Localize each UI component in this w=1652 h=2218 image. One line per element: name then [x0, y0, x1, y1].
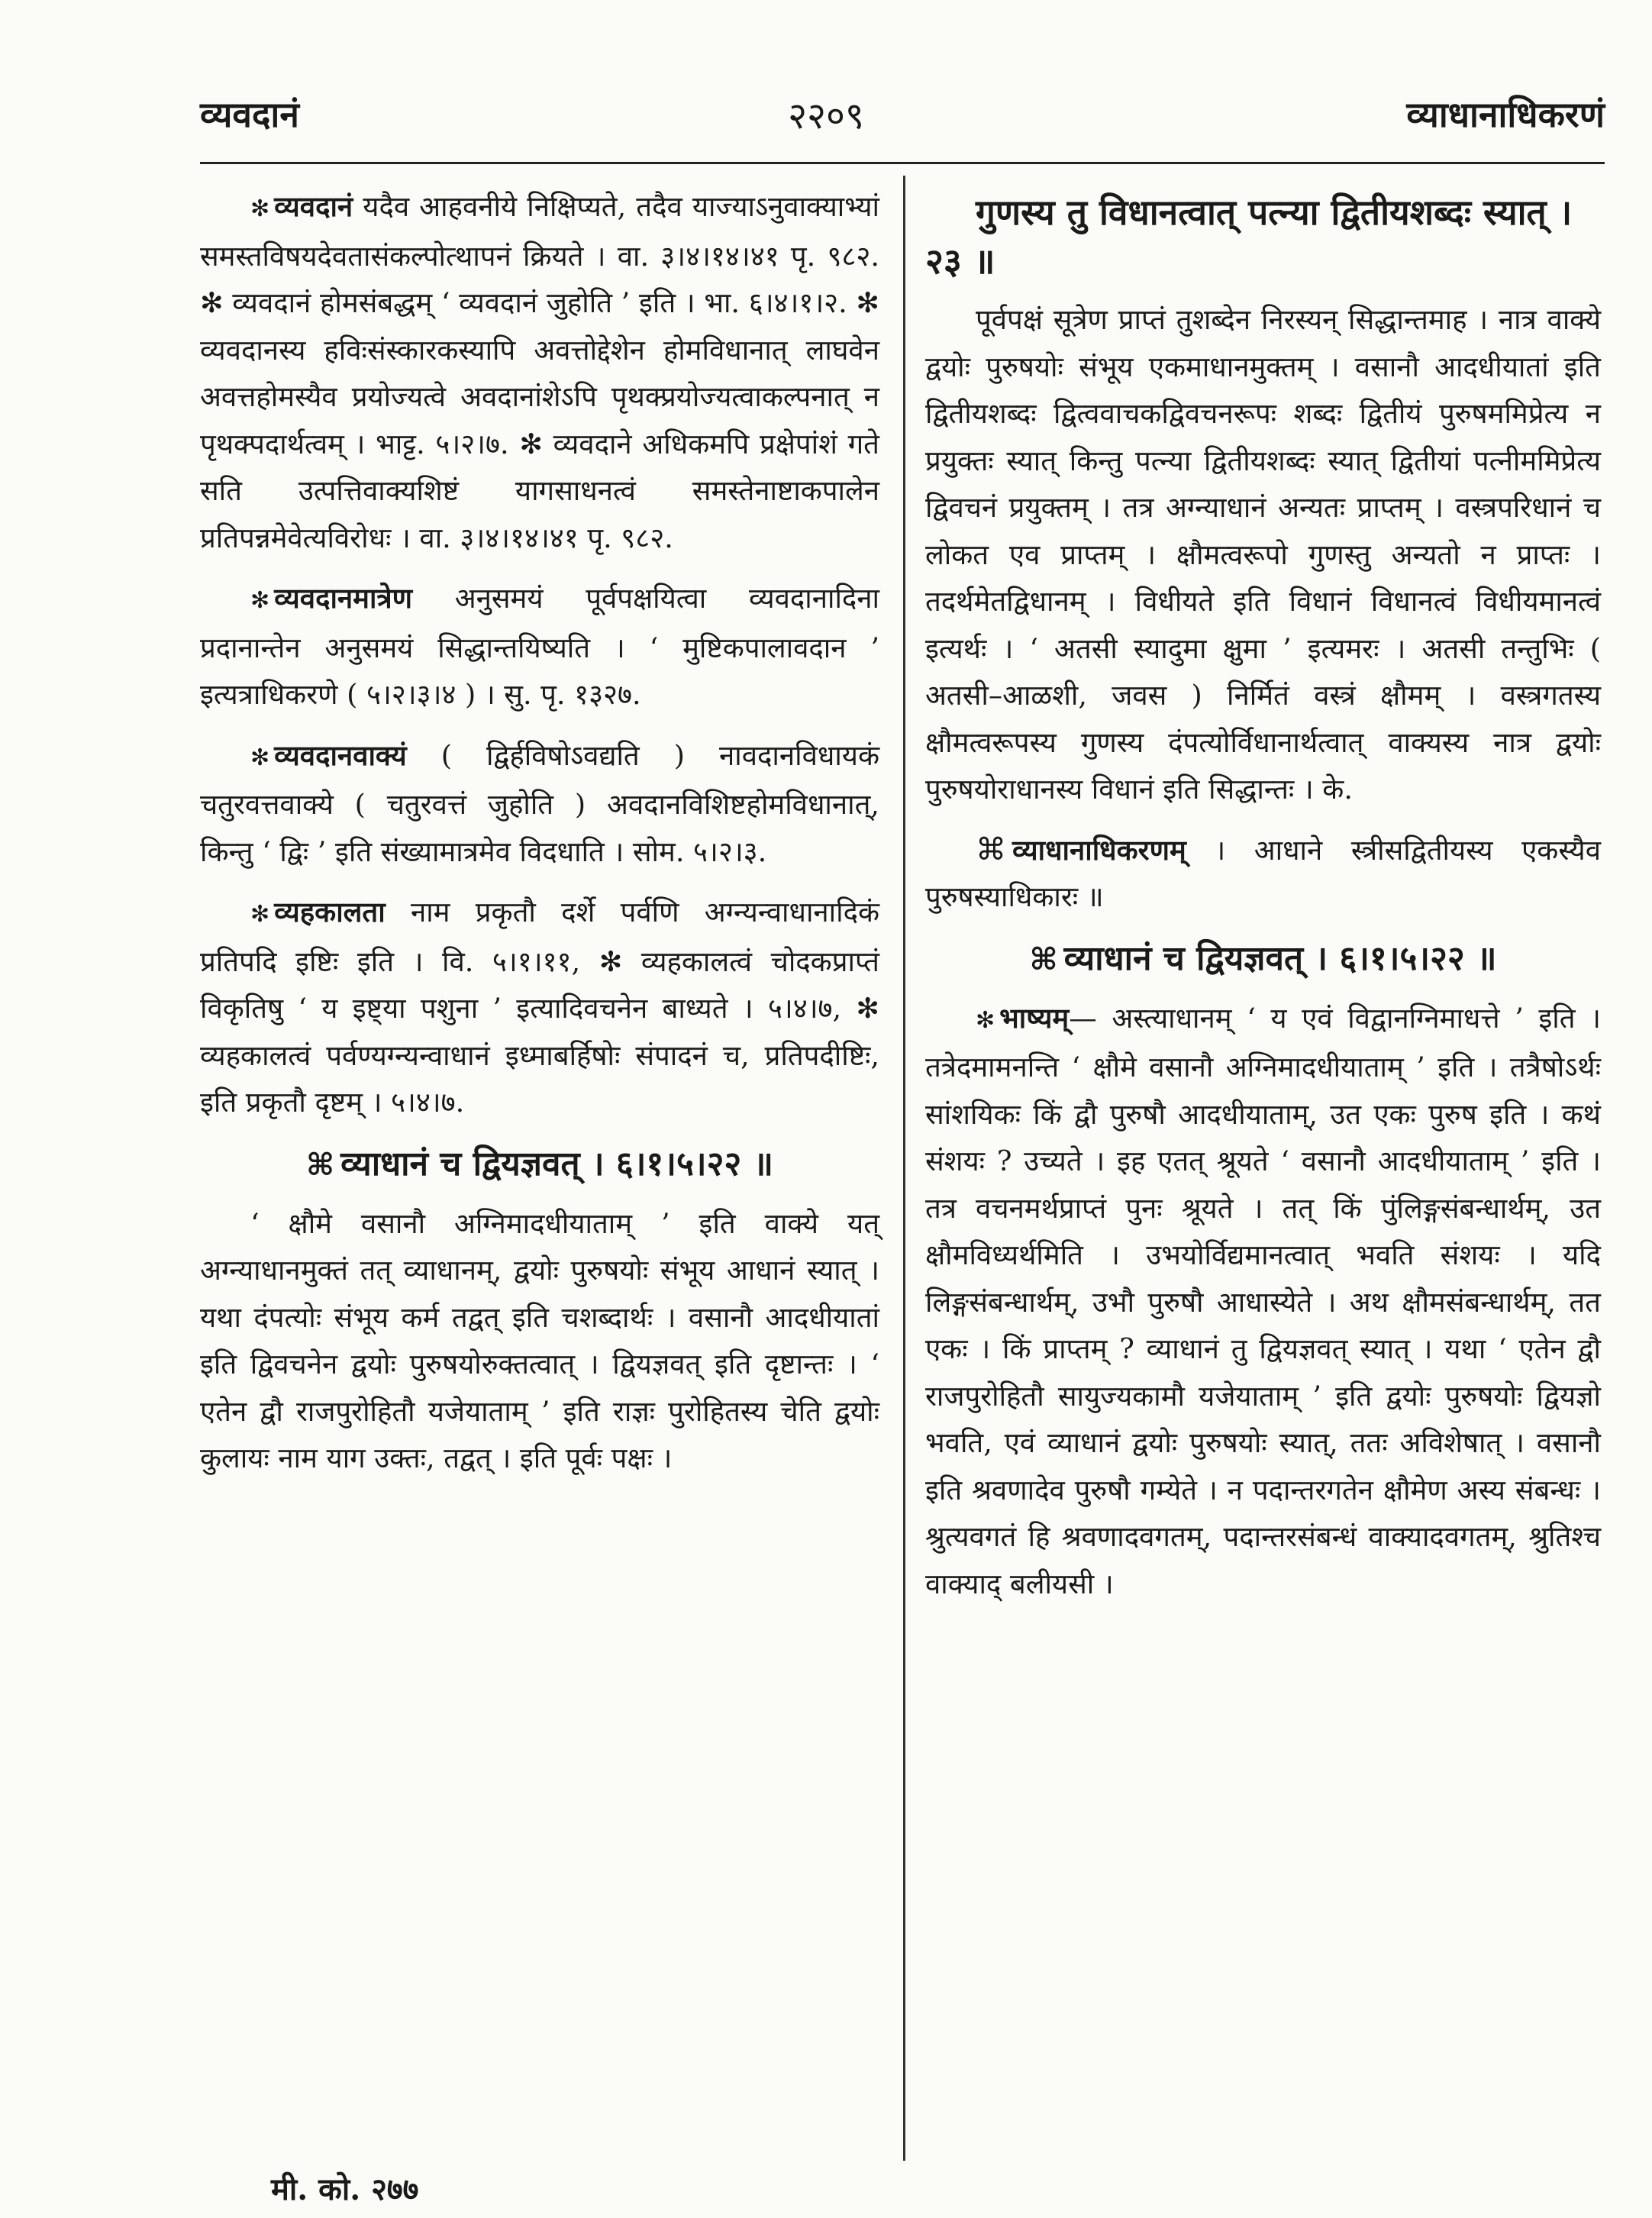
adhikarana-icon: ⌘	[976, 831, 1006, 867]
left-column	[200, 183, 879, 1496]
entry-paragraph	[925, 296, 1601, 813]
entry-keyword: भाष्यम्	[999, 1001, 1070, 1035]
sutra-heading	[925, 935, 1601, 984]
sutra-text: गुणस्य तु विधानत्वात् पत्न्या द्वितीयशब्दः स्यात् । २३ ॥	[925, 192, 1573, 282]
right-column	[925, 183, 1601, 1621]
sutra-heading	[925, 188, 1601, 286]
entry-paragraph	[200, 889, 879, 1126]
entry-star-icon: ✻	[250, 587, 270, 614]
entry-text: ( द्विर्हविषोऽवद्यति ) नावदानविधायकं चतुरवत्तवाक्ये ( चतुरवत्तं जुहोति ) अवदानविशिष्टहोमविधानात्, किन्तु ‘ द्विः ’ इति संख्यामात्रमेव विदधाति । सोम. ५।२।३.	[200, 738, 879, 868]
page-number: २२०९	[788, 95, 864, 137]
sutra-text: व्याधानं च द्वियज्ञवत् । ६।१।५।२२ ॥	[1063, 938, 1497, 978]
page-header	[0, 90, 1652, 151]
header-left-keyword: व्यवदानं	[200, 94, 299, 135]
entry-text: । आधाने स्त्रीसद्वितीयस्य एकस्यैव पुरुषस्याधिकारः ॥	[925, 833, 1601, 913]
adhikarana-icon: ⌘	[1029, 941, 1058, 977]
entry-paragraph	[925, 995, 1601, 1608]
entry-paragraph	[200, 183, 879, 561]
sutra-text: व्याधानं च द्वियज्ञवत् । ६।१।५।२२ ॥	[340, 1144, 773, 1183]
sutra-heading	[200, 1140, 879, 1190]
column-divider	[903, 176, 905, 2161]
entry-text: यदैव आहवनीये निक्षिप्यते, तदैव याज्याऽनुवाक्याभ्यां समस्तविषयदेवतासंकल्पोत्थापनं क्रियते । वा. ३।४।१४।४१ पृ. ९८२. ✻ व्यवदानं होमसंबद्धम् ‘ व्यवदानं जुहोति ’ इति । भा. ६।४।१।२. ✻ व्यवदानस्य हविःसंस्कारकस्यापि अवत्तोद्देशेन होमविधानात् लाघवेन अवत्तहोमस्यैव प्रयोज्यत्वे अवदानांशेऽपि पृथक्प्रयोज्यत्वाकल्पनात् न पृथक्पदार्थत्वम् । भाट्ट. ५।२।७. ✻ व्यवदाने अधिकमपि प्रक्षेपांशं गते सति उत्पत्तिवाक्यशिष्टं यागसाधनत्वं समस्तेनाष्टाकपालेन प्रतिपन्नमेवेत्यविरोधः । वा. ३।४।१४।४१ पृ. ९८२.	[200, 190, 879, 554]
entry-keyword: व्यवदानं	[274, 190, 353, 223]
entry-star-icon: ✻	[250, 195, 270, 222]
entry-star-icon: ✻	[250, 744, 270, 771]
entry-text: पूर्वपक्षं सूत्रेण प्राप्तं तुशब्देन निरस्यन् सिद्धान्तमाह । नात्र वाक्ये द्वयोः पुरुषयोः संभूय एकमाधानमुक्तम् । वसानौ आदधीयातां इति द्वितीयशब्दः द्वित्ववाचकद्विवचनरूपः शब्दः द्वितीयं पुरुषममिप्रेत्य न प्रयुक्तः स्यात् किन्तु पत्न्या द्वितीयशब्दः स्यात् द्वितीयां पत्नीममिप्रेत्य द्विवचनं प्रयुक्तम् । तत्र अग्न्याधानं अन्यतः प्राप्तम् । वस्त्रपरिधानं च लोकत एव प्राप्तम् । क्षौमत्वरूपो गुणस्तु अन्यतो न प्राप्तः । तदर्थमेतद्विधानम् । विधीयते इति विधानं विधानत्वं विधीयमानत्वं इत्यर्थः । ‘ अतसी स्यादुमा क्षुमा ’ इत्यमरः । अतसी तन्तुभिः ( अतसी–आळशी, जवस ) निर्मितं वस्त्रं क्षौमम् । वस्त्रगतस्य क्षौमत्वरूपस्य गुणस्य दंपत्योर्विधानार्थत्वात् वाक्यस्य नात्र द्वयोः पुरुषयोराधानस्य विधानं इति सिद्धान्तः । के.	[925, 303, 1601, 806]
header-rule	[200, 162, 1605, 164]
entry-paragraph	[925, 827, 1601, 921]
entry-paragraph	[200, 732, 879, 876]
entry-keyword: व्यवदानवाक्यं	[274, 738, 407, 772]
header-right-keyword: व्याधानाधिकरणं	[1406, 94, 1605, 135]
entry-star-icon: ✻	[250, 901, 270, 928]
entry-text: अनुसमयं पूर्वपक्षयित्वा व्यवदानादिना प्रदानान्तेन अनुसमयं सिद्धान्तयिष्यति । ‘ मुष्टिकपालावदान ’ इत्यत्राधिकरणे ( ५।२।३।४ ) । सु. पृ. १३२७.	[200, 582, 879, 711]
entry-keyword: व्यहकालता	[274, 896, 386, 928]
entry-star-icon: ✻	[976, 1006, 995, 1034]
adhikarana-icon: ⌘	[306, 1146, 335, 1183]
entry-text: ‘ क्षौमे वसानौ अग्निमादधीयाताम् ’ इति वाक्ये यत् अग्न्याधानमुक्तं तत् व्याधानम्, द्वयोः पुरुषयोः संभूय आधानं स्यात् । यथा दंपत्योः संभूय कर्म तद्वत् इति चशब्दार्थः । वसानौ आदधीयातां इति द्विवचनेन द्वयोः पुरुषयोरुक्तत्वात् । द्वियज्ञवत् इति दृष्टान्तः । ‘ एतेन द्वौ राजपुरोहितौ यजेयाताम् ’ इति राज्ञः पुरोहितस्य चेति द्वयोः कुलायः नाम याग उक्तः, तद्वत् । इति पूर्वः पक्षः ।	[200, 1206, 879, 1474]
entry-text: — अस्त्याधानम् ‘ य एवं विद्वानग्निमाधत्ते ’ इति । तत्रेदमामनन्ति ‘ क्षौमे वसानौ अग्निमादधीयाताम् ’ इति । तत्रैषोऽर्थः सांशयिकः किं द्वौ पुरुषौ आदधीयाताम्, उत एकः पुरुष इति । कथं संशयः ? उच्यते । इह एतत् श्रूयते ‘ वसानौ आदधीयाताम् ’ इति । तत्र वचनमर्थप्राप्तं पुनः श्रूयते । तत् किं पुंलिङ्गसंबन्धार्थम्, उत क्षौमविध्यर्थमिति । उभयोर्विद्यमानत्वात् भवति संशयः । यदि लिङ्गसंबन्धार्थम्, उभौ पुरुषौ आधास्येते । अथ क्षौमसंबन्धार्थम्, तत एकः । किं प्राप्तम् ? व्याधानं तु द्वियज्ञवत् स्यात् । यथा ‘ एतेन द्वौ राजपुरोहितौ सायुज्यकामौ यजेयाताम् ’ इति द्वयोः पुरुषयोः द्वियज्ञो भवति, एवं व्याधानं द्वयोः पुरुषयोः स्यात्, ततः अविशेषात् । वसानौ इति श्रवणादेव पुरुषौ गम्येते । न पदान्तरगतेन क्षौमेण अस्य संबन्धः । श्रुत्यवगतं हि श्रवणादवगतम्, पदान्तरसंबन्धं वाक्यादवगतम्, श्रुतिश्च वाक्याद् बलीयसी ।	[925, 1001, 1601, 1600]
entry-text: नाम प्रकृतौ दर्शे पर्वणि अग्न्यन्वाधानादिकं प्रतिपदि इष्टिः इति । वि. ५।१।११, ✻ व्यहकालत्वं चोदकप्राप्तं विकृतिषु ‘ य इष्ट्या पशुना ’ इत्यादिवचनेन बाध्यते । ५।४।७, ✻ व्यहकालत्वं पर्वण्यग्न्यन्वाधानं इध्माबर्हिषोः संपादनं च, प्रतिपदीष्टिः, इति प्रकृतौ दृष्टम् । ५।४।७.	[200, 896, 879, 1119]
entry-keyword: व्यवदानमात्रेण	[274, 582, 412, 615]
entry-keyword: व्याधानाधिकरणम्	[1012, 833, 1186, 867]
entry-paragraph	[200, 575, 879, 718]
footer-signature: मी. को. २७७	[271, 2171, 419, 2207]
entry-paragraph	[200, 1200, 879, 1482]
